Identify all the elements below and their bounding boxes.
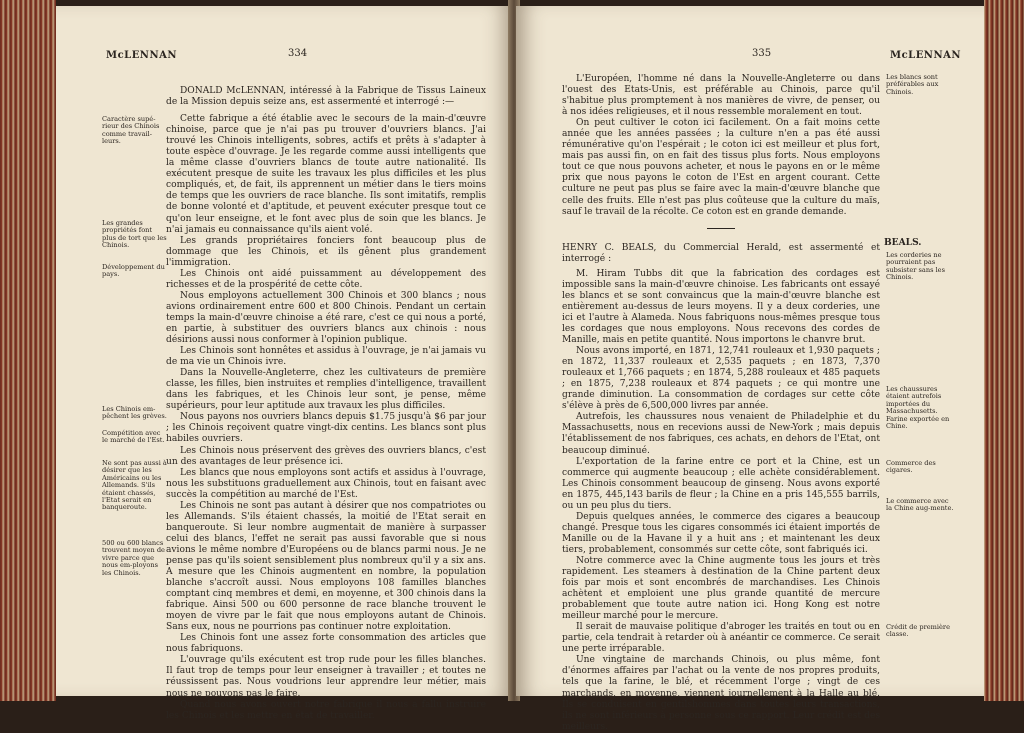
paragraph: Il serait de mauvaise politique d'abroger les traités en tout ou en partie, cela tendrait à retarder où à anéantir ce commerce. Ce serait une perte irréparable.: [562, 622, 880, 655]
margin-note: Les chaussures étaient autrefois importées du Massachusetts.: [886, 385, 942, 416]
paragraph: Dans la Nouvelle-Angleterre, chez les cultivateurs de première classe, les filles, bien instruites et remplies d'intelligence, travaillent dans les fabriques, et les Chinois leur sont, je pense, même supérieurs, pour leur aptitude aux travaux les plus difficiles.: [166, 368, 486, 412]
margin-note: Compétition avec le marché de l'Est.: [102, 429, 165, 445]
left-page: [56, 6, 512, 721]
paragraph: Les Chinois sont honnêtes et assidus à l'ouvrage, je n'ai jamais vu de ma vie un Chinois ivre.: [166, 346, 486, 368]
paragraph: L'exportation de la farine entre ce port et la Chine, est un commerce qui augmente beaucoup ; elle achète considérablement. Les Chinois consomment beaucoup de ginseng. Nous avons exporté en 1875, 445,143 barils de fleur ; la Chine en a pris 145,555 barrils, ou un peu plus du tiers.: [562, 456, 880, 511]
paragraph: HENRY C. BEALS, du Commercial Herald, est assermenté et interrogé :: [562, 242, 880, 264]
paragraph: Les Chinois ne sont pas autant à désirer que nos compatriotes ou les Allemands. S'ils étaient chassés, la moitié de l'Etat serait en banqueroute. Si leur nombre augmentait de manière à surpasser celui des blancs, l'effet ne serait pas aussi favorable que si nous avions le même nombre d'Européens ou de blancs parmi nous. Je ne pense pas qu'ils soient sensiblement plus nombreux qu'il y a six ans. A mesure que les Chinois augmentent en nombre, la population blanche s'accroît aussi. Nous employons 108 familles blanches comptant cinq membres et demi, en moyenne, et 300 chinois dans la fabrique. Ainsi 500 ou 600 personne de race blanche trouvent le moyen de vivre par le fait que nous employons autant de Chinois. Sans eux, nous ne pourrions pas continuer notre exploitation.: [166, 500, 486, 633]
witness-name-margin: BEALS.: [884, 237, 922, 248]
paragraph: L'Européen, l'homme né dans la Nouvelle-Angleterre ou dans l'ouest des Etats-Unis, est préférable au Chinois, parce qu'il s'habitue plus promptement à nos manières de vivre, de penser, ou à nos idées religieuses, et il nous ressemble moralement en tout.: [562, 74, 880, 118]
paragraph: Quand nous avons ouvert notre fabrique il nous a fallu instruire les Chinois et les mettre en état de travailler.: [166, 699, 486, 721]
margin-note: Ne sont pas aussi à désirer que les Américains ou les Allemands. S'ils étaient chassés, l'Etat serait en banqueroute.: [102, 459, 167, 512]
margin-note: 500 ou 600 blancs trouvent moyen de vivre parce que nous em-ployons les Chinois.: [102, 539, 165, 577]
paragraph: Une vingtaine de marchands Chinois, ou plus même, font d'énormes affaires par l'achat ou la vente de nos propres produits, tels que la farine, le blé, et récemment l'orge ; vingt de ces marchands, en moyenne, viennent journellement à la Halle au blé. Ils se conduisent en gentilshommes dans toutes leurs transactions, ils ne sont inférieurs à personne sous ce rapport. Leur crédit est des meilleurs.: [562, 655, 880, 732]
paragraph: Cette fabrique a été établie avec le secours de la main-d'œuvre chinoise, parce que je n'ai pas pu trouver d'ouvriers blancs. J'ai trouvé les Chinois intelligents, sobres, actifs et prêts à s'adapter à toute espèce d'ouvrage. Je les regarde comme aussi intelligents que la même classe d'ouvriers blancs de toute autre nationalité. Ils exécutent presque de suite les travaux les plus difficiles et les plus compliqués, et, de fait, ils apprennent un métier dans le tiers moins de temps que les ouvriers de race blanche. Ils sont imitatifs, remplis de bonne volonté et d'aptitude, et peuvent exécuter presque tout ce qu'on leur enseigne, et le font avec plus de soin que les blancs. Je n'ai jamais eu connaissance qu'ils aient volé.: [166, 114, 486, 235]
paragraph: Autrefois, les chaussures nous venaient de Philadelphie et du Massachusetts, nous en recevions aussi de New-York ; mais depuis l'établissement de nos fabriques, ces achats, en dehors de l'Etat, ont beaucoup diminué.: [562, 412, 880, 456]
paragraph: Nous payons nos ouvriers blancs depuis $1.75 jusqu'à $6 par jour ; les Chinois reçoivent quatre vingt-dix centins. Les blancs sont plus habiles ouvriers.: [166, 412, 486, 445]
paragraph: M. Hiram Tubbs dit que la fabrication des cordages est impossible sans la main-d'œuvre chinoise. Les fabricants ont essayé les blancs et se sont convaincus que la main-d'œuvre blanche est entièrement au-dessus de leurs moyens. Il y a deux corderies, une ici et l'autre à Alameda. Nous fabriquons nous-mêmes presque tous les cordages que nous employons. Nous recevons des cordes de Manille, mais en petite quantité. Nous importons le chanvre brut.: [562, 268, 880, 346]
paragraph: L'ouvrage qu'ils exécutent est trop rude pour les filles blanches. Il faut trop de temps pour leur enseigner à travailler ; et toutes ne réussissent pas. Nous voudrions leur apprendre leur métier, mais nous ne pouvons pas le faire.: [166, 655, 486, 699]
margin-note: Crédit de première classe.: [886, 623, 950, 639]
running-head-left: McLENNAN: [106, 50, 177, 61]
paragraph: DONALD McLENNAN, intéressé à la Fabrique de Tissus Laineux de la Mission depuis seize ans, est assermenté et interrogé :—: [166, 86, 486, 108]
margin-note: Commerce des cigares.: [886, 459, 936, 475]
margin-note: Les corderies ne pourraient pas subsister sans les Chinois.: [886, 251, 945, 282]
left-body-text: [166, 86, 486, 722]
margin-note: Farine exportée en Chine.: [886, 415, 950, 431]
margin-note: Les Chinois em-pêchent les grèves.: [102, 405, 167, 421]
margin-note: Caractère supé-rieur des Chinois comme travail-leurs.: [102, 115, 160, 146]
book-edge-right: [984, 0, 1024, 701]
book-edge-left: [0, 0, 56, 701]
paragraph: Les Chinois font une assez forte consommation des articles que nous fabriquons.: [166, 633, 486, 655]
paragraph: Depuis quelques années, le commerce des cigares a beaucoup changé. Presque tous les cigares consommés ici étaient importés de Manille ou de la Havane il y a huit ans ; et maintenant les deux tiers, probablement, consommés sur cette côte, sont fabriqués ici.: [562, 511, 880, 555]
margin-note: Développement du pays.: [102, 263, 165, 279]
right-page: [516, 6, 984, 732]
margin-note: Le commerce avec la Chine aug-mente.: [886, 497, 954, 513]
paragraph: Les blancs que nous employons sont actifs et assidus à l'ouvrage, nous les substituons graduellement aux Chinois, tout en faisant avec succès la compétition au marché de l'Est.: [166, 467, 486, 500]
paragraph: Notre commerce avec la Chine augmente tous les jours et très rapidement. Les steamers à destination de la Chine partent deux fois par mois et sont encombrés de marchandises. Les Chinois achètent et emploient une plus grande quantité de mercure probablement que toute autre nation ici. Hong Kong est notre meilleur marché pour le mercure.: [562, 555, 880, 622]
margin-note: Les blancs sont préférables aux Chinois.: [886, 73, 939, 96]
page-number-left: 334: [288, 48, 308, 59]
paragraph: Les grands propriétaires fonciers font beaucoup plus de dommage que les Chinois, et ils gênent plus grandement l'immigration.: [166, 235, 486, 268]
running-head-right: McLENNAN: [890, 50, 961, 61]
paragraph: Les Chinois nous préservent des grèves des ouvriers blancs, c'est un des avantages de leur présence ici.: [166, 445, 486, 467]
page-number-right: 335: [752, 48, 772, 59]
paragraph: Nous employons actuellement 300 Chinois et 300 blancs ; nous avions ordinairement entre 600 et 800 Chinois. Pendant un certain temps la main-d'œuvre chinoise a été rare, c'est ce qui nous a porté, en partie, à substituer des ouvriers blancs aux chinois : nous désirions aussi nous conformer à l'opinion publique.: [166, 290, 486, 346]
margin-note: Les grandes propriétés font plus de tort que les Chinois.: [102, 219, 167, 250]
paragraph: Nous avons importé, en 1871, 12,741 rouleaux et 1,930 paquets ; en 1872, 11,337 rouleaux et 2,535 paquets ; en 1873, 7,370 rouleaux et 1,766 paquets ; en 1874, 5,288 rouleaux et 485 paquets ; en 1875, 7,238 rouleaux et 874 paquets ; ce qui montre une grande diminution. La consommation de cordages sur cette côte s'élève à près de 6,500,000 livres par année.: [562, 346, 880, 412]
paragraph: Les Chinois ont aidé puissamment au développement des richesses et de la prospérité de cette côte.: [166, 268, 486, 290]
right-body-text: [562, 74, 880, 733]
separator-rule: [707, 228, 735, 229]
paragraph: On peut cultiver le coton ici facilement. On a fait moins cette année que les années passées ; la culture n'en a pas été aussi rémunérative qu'on l'espérait ; le coton ici est meilleur et plus fort, mais pas aussi fin, on en fait des tissus plus forts. Nous employons tout ce que nous pouvons acheter, et nous le payons en or le même prix que nous payons le coton de l'Est en argent courant. Cette culture ne peut pas plus se faire avec la main-d'œuvre blanche que celle des fruits. Elle n'est pas plus coûteuse que la culture du maïs, sauf le travail de la récolte. Ce coton est en grande demande.: [562, 118, 880, 217]
section-separator: [562, 224, 880, 235]
